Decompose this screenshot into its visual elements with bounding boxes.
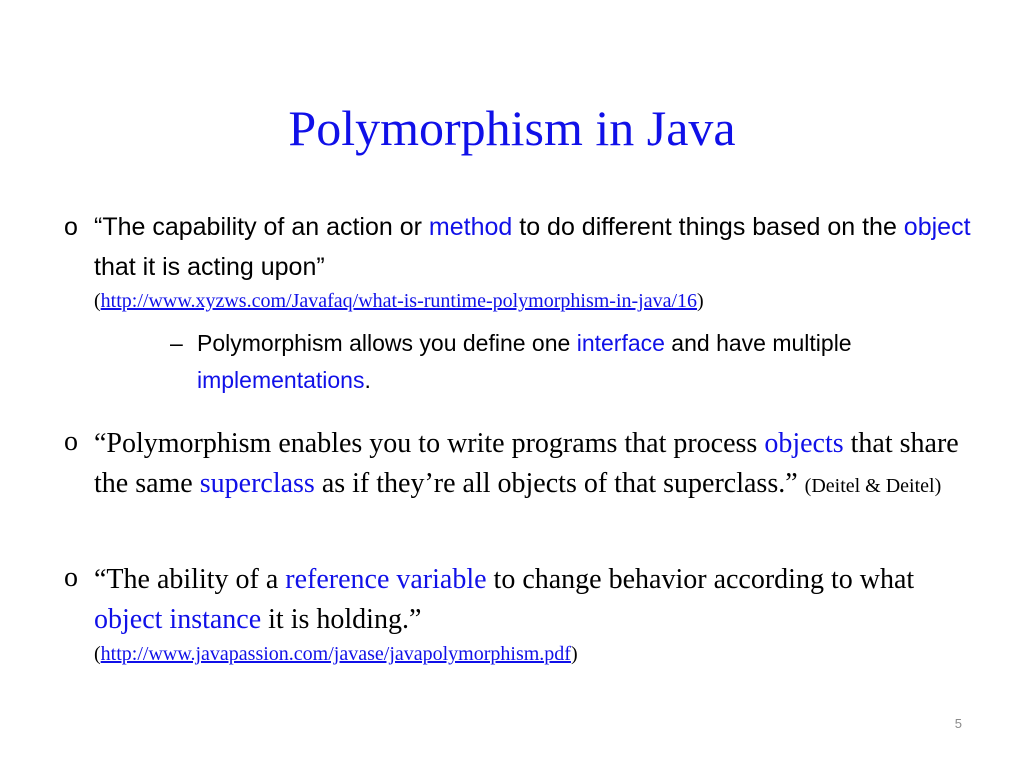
slide-title: Polymorphism in Java <box>288 100 736 156</box>
dash-marker-icon: – <box>170 330 183 356</box>
bullet-text <box>94 424 974 506</box>
citation-close-paren: ) <box>697 290 704 312</box>
sub-bullet-text-part: and have multiple <box>664 330 852 356</box>
sub-bullet-text <box>197 325 917 399</box>
citation-link-xyzws[interactable]: http://www.xyzws.com/Javafaq/what-is-runtime-polymorphism-in-java/16 <box>100 290 698 312</box>
page-number: 5 <box>954 716 962 731</box>
sub-bullet-text-part: . <box>364 367 371 393</box>
bullet-text-part: to change behavior according to what <box>486 564 915 595</box>
citation-open-paren: ( <box>94 643 101 665</box>
keyword-method: method <box>428 213 513 241</box>
bullet-text-part: “Polymorphism enables you to write programs that process <box>94 428 765 459</box>
bullet-marker-icon: o <box>64 213 78 241</box>
keyword-implementations: implementations <box>197 367 365 393</box>
citation-open-paren: ( <box>94 290 101 312</box>
sub-bullet-text-part: Polymorphism allows you define one <box>197 330 577 356</box>
bullet-text-part: “The capability of an action or <box>94 213 429 241</box>
keyword-object-instance: object instance <box>94 604 262 635</box>
bullet-text-part: it is holding.” <box>261 604 422 635</box>
keyword-reference-variable: reference variable <box>285 564 487 595</box>
citation-link-javapassion[interactable]: http://www.javapassion.com/javase/javapolymorphism.pdf <box>100 643 571 665</box>
bullet-text-part: that it is acting upon” <box>94 253 325 281</box>
bullet-text <box>94 560 974 668</box>
keyword-interface: interface <box>576 330 665 356</box>
bullet-marker-icon: o <box>64 426 78 457</box>
bullet-text-part: “The ability of a <box>94 564 286 595</box>
citation <box>94 640 974 668</box>
bullet-text-part: that share the same <box>94 428 959 499</box>
keyword-objects: objects <box>764 428 844 459</box>
citation-close-paren: ) <box>570 643 578 665</box>
bullet-text-part: as if they’re all objects of that superclass.” <box>314 468 805 499</box>
keyword-superclass: superclass <box>199 468 315 499</box>
keyword-object: object <box>903 213 971 241</box>
citation-deitel: (Deitel & Deitel) <box>804 475 942 497</box>
bullet-text-part: to do different things based on the <box>512 213 904 241</box>
bullet-marker-icon: o <box>64 562 78 593</box>
citation <box>94 287 974 315</box>
bullet-text <box>94 207 974 315</box>
